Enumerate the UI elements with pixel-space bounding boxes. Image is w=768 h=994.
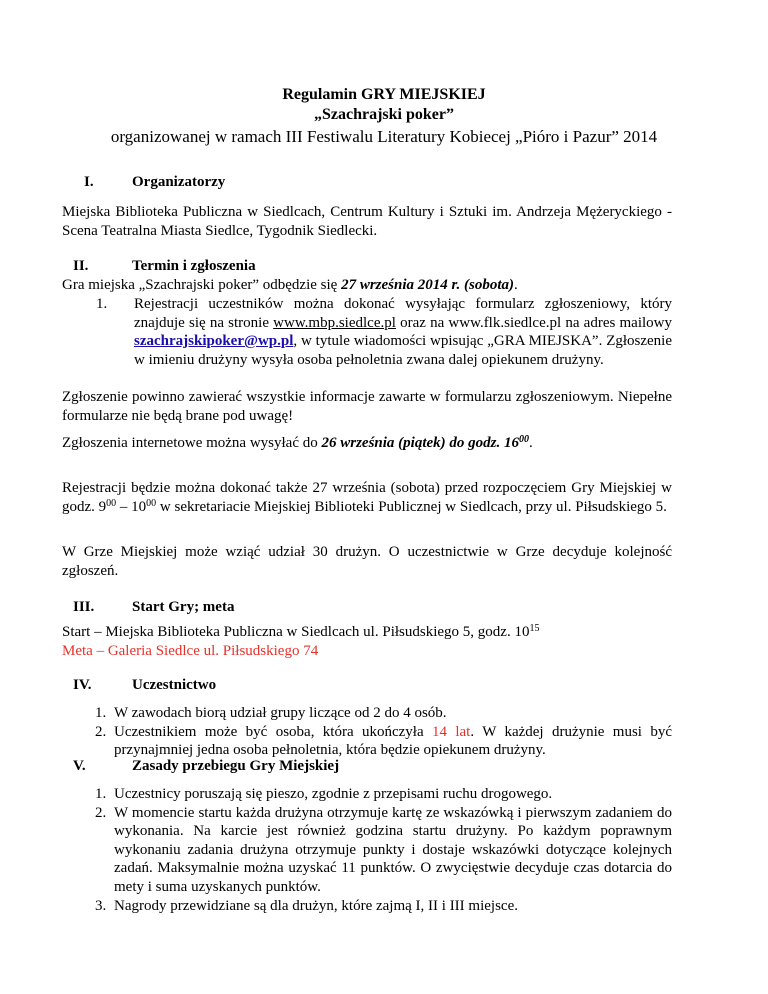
document-title: Regulamin GRY MIEJSKIEJ <box>282 86 486 103</box>
list-item <box>95 704 672 723</box>
participation-list <box>95 704 672 760</box>
list-text: W zawodach biorą udział grupy liczące od 2 do 4 osób. <box>114 705 447 721</box>
deadline-date: 26 września (piątek) do godz. 16 <box>321 435 520 451</box>
list-item <box>95 804 672 897</box>
game-name-title: „Szachrajski poker” <box>314 106 454 123</box>
list-number: 2. <box>95 804 107 821</box>
organizers-paragraph: Miejska Biblioteka Publiczna w Siedlcach, Centrum Kultury i Sztuki im. Andrzeja Mężeryckiego - Scena Teatralna Miasta Siedlce, Tygodnik Siedlecki. <box>62 204 672 239</box>
start-location <box>62 623 682 642</box>
onsite-text: Rejestracji będzie można dokonać także 27 września (sobota) przed rozpoczęciem Gry Miejskiej w godz. 9 <box>62 480 672 515</box>
list-text: , w tytule wiadomości wpisując „GRA MIEJSKA”. Zgłoszenie w imieniu drużyny wysyła osoba pełnoletnia zwana dalej opiekunem drużyny. <box>134 333 672 368</box>
finish-location: Meta – Galeria Siedlce ul. Piłsudskiego 74 <box>62 643 319 659</box>
list-item <box>95 897 672 916</box>
deadline-minutes: 00 <box>519 434 530 445</box>
list-item <box>96 295 672 369</box>
game-date: 27 września 2014 r. (sobota) <box>341 277 515 293</box>
section-heading-organizers <box>84 173 225 191</box>
section-heading-game-rules <box>73 757 339 775</box>
deadline-paragraph <box>62 434 682 453</box>
onsite-registration-paragraph <box>62 479 672 516</box>
website-link[interactable]: www.mbp.siedlce.pl <box>273 314 396 331</box>
registration-list <box>96 295 672 369</box>
section-heading-participation <box>73 676 216 694</box>
time-minutes: 00 <box>106 497 117 509</box>
rules-list <box>95 785 672 915</box>
list-number: 1. <box>96 296 108 312</box>
registration-intro <box>62 276 682 295</box>
section-number: II. <box>73 258 89 274</box>
intro-end: . <box>514 277 518 293</box>
email-link[interactable]: szachrajskipoker@wp.pl <box>134 333 294 350</box>
deadline-text: Zgłoszenia internetowe można wysyłać do <box>62 435 322 451</box>
list-number: 1. <box>95 705 107 721</box>
start-text: Start – Miejska Biblioteka Publiczna w Siedlcach ul. Piłsudskiego 5, godz. 10 <box>62 624 530 640</box>
intro-text: Gra miejska „Szachrajski poker” odbędzie się <box>62 277 342 293</box>
list-number: 2. <box>95 723 107 740</box>
section-number: IV. <box>73 677 92 693</box>
list-item <box>95 785 672 804</box>
list-item <box>95 723 672 760</box>
section-number: III. <box>73 599 95 615</box>
section-number: V. <box>73 758 86 774</box>
start-minutes: 15 <box>529 623 540 634</box>
team-limit-paragraph: W Grze Miejskiej może wziąć udział 30 drużyn. O uczestnictwie w Grze decyduje kolejność zgłoszeń. <box>62 544 672 579</box>
section-title: Organizatorzy <box>132 174 226 190</box>
document-subtitle: organizowanej w ramach III Festiwalu Literatury Kobiecej „Pióro i Pazur” 2014 <box>110 127 658 146</box>
list-number: 1. <box>95 786 107 802</box>
list-text: Uczestnikiem może być osoba, która ukończyła <box>114 723 432 740</box>
list-text: . W każdej drużynie musi być przynajmniej jedna osoba pełnoletnia, która będzie opiekunem drużyny. <box>114 723 672 759</box>
form-requirements-paragraph: Zgłoszenie powinno zawierać wszystkie informacje zawarte w formularzu zgłoszeniowym. Niepełne formularze nie będą brane pod uwagę! <box>62 389 672 424</box>
deadline-end: . <box>529 435 533 451</box>
section-title: Termin i zgłoszenia <box>132 258 256 274</box>
section-title: Zasady przebiegu Gry Miejskiej <box>132 758 340 774</box>
list-text: W momencie startu każda drużyna otrzymuje kartę ze wskazówką i pierwszym zadaniem do wykonania. Na karcie jest również godzina startu drużyny. Po każdym poprawnym wykonaniu zadania drużyna otrzymuje punkty i dostaje wskazówki dotyczące kolejnych zadań. Maksymalnie można uzyskać 11 punktów. O zwycięstwie decyduje czas dotarcia do mety i suma uzyskanych punktów. <box>114 804 672 895</box>
section-heading-start-finish <box>73 598 234 616</box>
section-title: Uczestnictwo <box>132 677 217 693</box>
list-text: Rejestracji uczestników można dokonać wysyłając formularz zgłoszeniowy, który znajduje się na stronie <box>134 296 672 331</box>
list-text: Nagrody przewidziane są dla drużyn, które zajmą I, II i III miejsce. <box>114 897 518 914</box>
section-heading-registration <box>73 257 256 275</box>
list-text: Uczestnicy poruszają się pieszo, zgodnie z przepisami ruchu drogowego. <box>114 786 553 802</box>
onsite-text: w sekretariacie Miejskiej Biblioteki Publicznej w Siedlcach, przy ul. Piłsudskiego 5. <box>156 498 667 515</box>
onsite-text: – 10 <box>116 498 147 515</box>
list-number: 3. <box>95 897 107 914</box>
minimum-age: 14 lat <box>432 723 471 740</box>
section-number: I. <box>84 174 94 190</box>
time-minutes: 00 <box>146 497 157 509</box>
list-text: oraz na www.flk.siedlce.pl na adres mailowy <box>395 314 672 331</box>
section-title: Start Gry; meta <box>132 599 235 615</box>
